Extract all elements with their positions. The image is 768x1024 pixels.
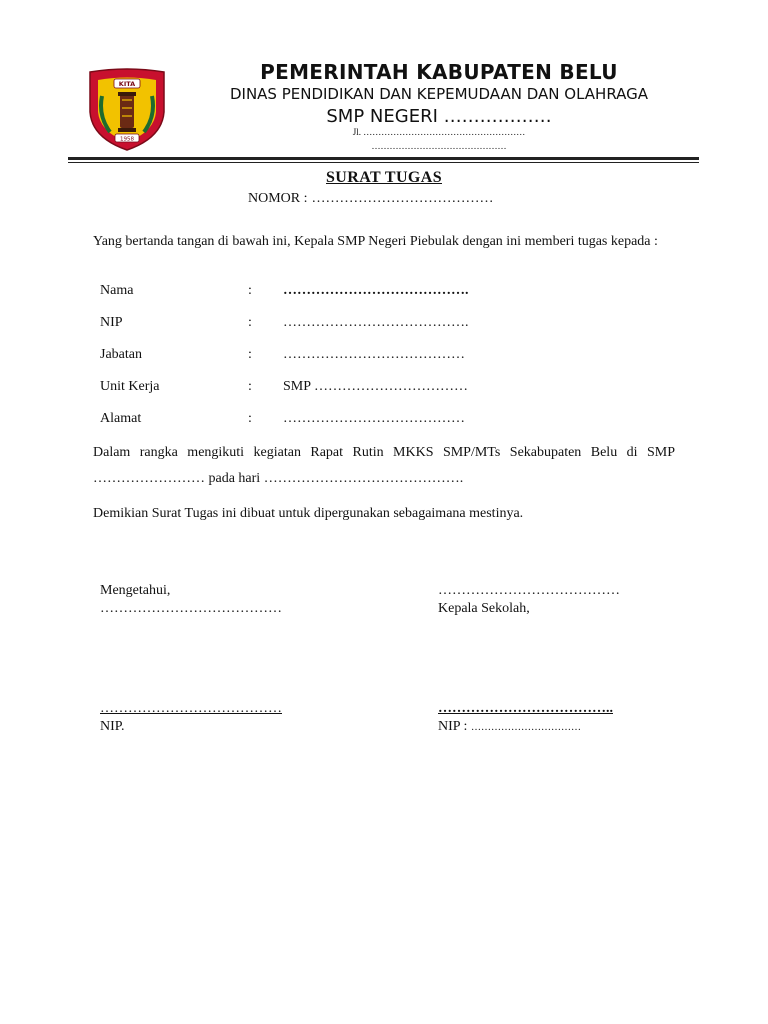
field-colon: : <box>248 411 252 426</box>
field-value: …………………………………. <box>283 283 469 298</box>
signature-right-nip <box>438 718 581 737</box>
letter-number-label: NOMOR : <box>248 191 308 206</box>
signature-right-place-date: ………………………………… <box>438 583 620 598</box>
body-paragraph: Dalam rangka mengikuti kegiatan Rapat Rutin MKKS SMP/MTs Sekabupaten Belu di SMP …………………… pada hari ……………………………………. <box>93 445 675 486</box>
field-value: ………………………………… <box>283 411 465 426</box>
field-label: NIP <box>100 315 123 330</box>
field-value: …………………………………. <box>283 315 469 330</box>
emblem-motto: KITA <box>118 80 136 88</box>
signature-right-nip-value: …………………………… <box>470 722 581 733</box>
closing-paragraph: Demikian Surat Tugas ini dibuat untuk dipergunakan sebagaimana mestinya. <box>93 506 524 521</box>
intro-paragraph: Yang bertanda tangan di bawah ini, Kepala SMP Negeri Piebulak dengan ini memberi tugas kepada : <box>93 234 658 249</box>
signature-right-nip-label: NIP : <box>438 719 468 734</box>
letterhead-address: Jl. ……………………………………………… <box>352 127 526 137</box>
field-label: Nama <box>100 283 134 298</box>
letter-number-value: ………………………………… <box>311 191 494 206</box>
field-colon: : <box>248 315 252 330</box>
letterhead-divider-thin <box>68 162 699 163</box>
field-colon: : <box>248 283 252 298</box>
field-label: Unit Kerja <box>100 379 160 394</box>
signature-left-label: Mengetahui, <box>100 583 171 598</box>
letterhead-divider <box>68 157 699 160</box>
signature-left-title: ………………………………… <box>100 601 282 616</box>
field-value: ………………………………… <box>283 347 465 362</box>
letterhead-government: PEMERINTAH KABUPATEN BELU <box>260 60 618 84</box>
signature-left-nip: NIP. <box>100 719 125 734</box>
letter-title: SURAT TUGAS <box>326 169 442 186</box>
field-label: Alamat <box>100 411 142 426</box>
signature-right-name: ……………………………….. <box>438 701 613 716</box>
field-label: Jabatan <box>100 347 142 362</box>
regency-emblem-icon <box>84 66 170 152</box>
emblem-year: 1958 <box>120 136 134 143</box>
letterhead-school: SMP NEGERI ……………… <box>326 106 552 127</box>
field-colon: : <box>248 379 252 394</box>
signature-left-name: ………………………………… <box>100 701 282 716</box>
letterhead-address-2: ……………………………………… <box>371 141 507 151</box>
letterhead-department: DINAS PENDIDIKAN DAN KEPEMUDAAN DAN OLAHRAGA <box>229 85 649 103</box>
field-colon: : <box>248 347 252 362</box>
letter-number <box>248 191 494 207</box>
signature-right-title: Kepala Sekolah, <box>438 601 530 616</box>
field-value: SMP …………………………… <box>283 379 469 394</box>
